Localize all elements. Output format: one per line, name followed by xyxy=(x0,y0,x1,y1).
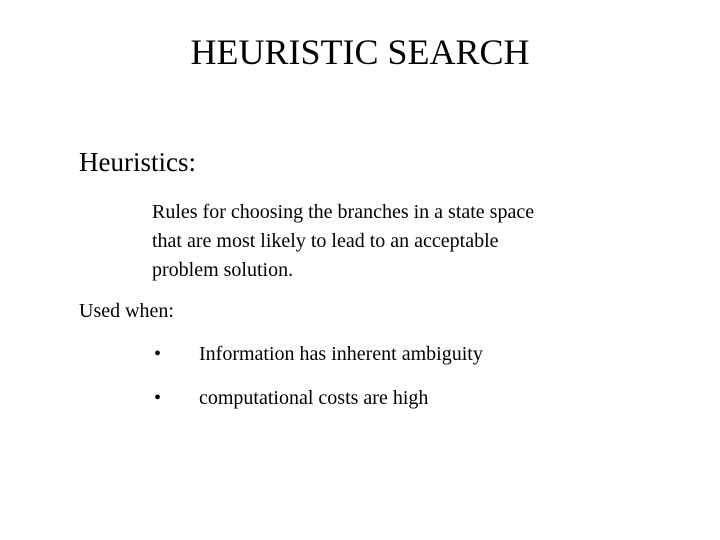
definition-line: problem solution. xyxy=(152,259,294,281)
bullet-text: computational costs are high xyxy=(199,387,429,409)
used-when-label: Used when: xyxy=(79,300,174,322)
bullet-item xyxy=(152,340,652,368)
bullet-icon: • xyxy=(154,387,162,409)
definition-paragraph xyxy=(152,198,632,285)
bullet-text: Information has inherent ambiguity xyxy=(199,343,483,365)
slide-title: HEURISTIC SEARCH xyxy=(190,32,530,72)
definition-line: Rules for choosing the branches in a state space xyxy=(152,201,535,223)
bullet-item xyxy=(152,384,652,412)
definition-line: that are most likely to lead to an acceptable xyxy=(152,230,499,252)
bullet-icon: • xyxy=(154,343,162,365)
section-heading: Heuristics: xyxy=(79,147,196,177)
